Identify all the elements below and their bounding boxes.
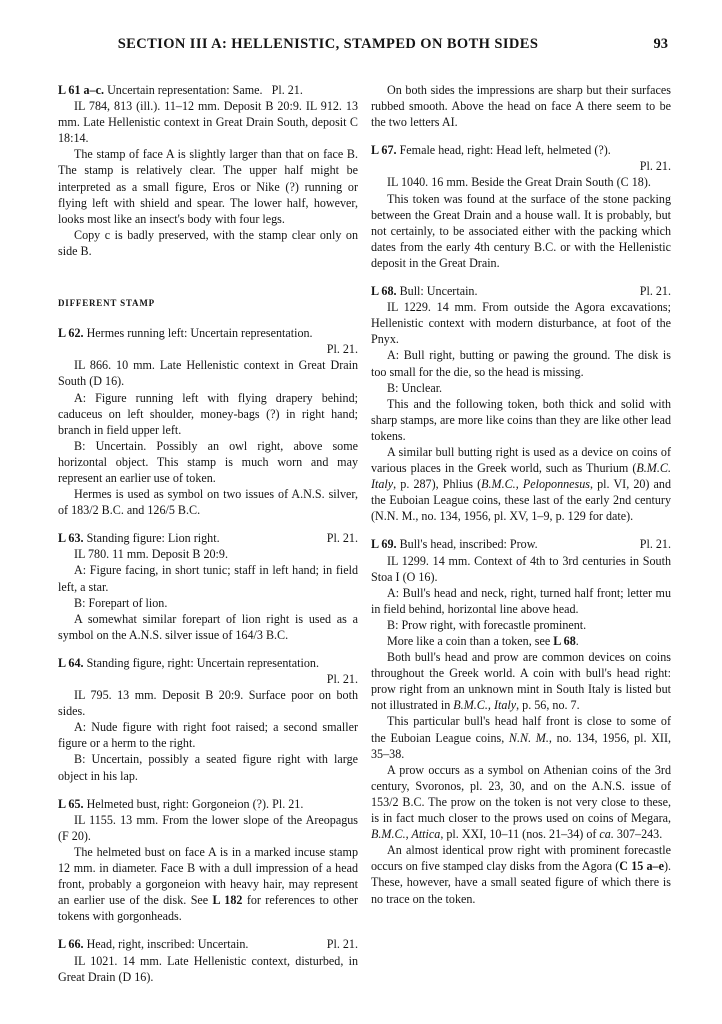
entry-l69 [371,536,671,906]
entry-label: L 61 a–c. [58,83,105,97]
plate-ref: Pl. 21. [639,284,671,299]
entry-info: IL 795. 13 mm. Deposit B 20:9. Surface poor on both sides. [58,688,358,719]
entry-paragraph [371,842,671,906]
entry-heading [371,536,671,552]
side-b-description: B: Forepart of lion. [74,595,168,610]
text-run: The helmeted bust on face A is in a marked incuse stamp 12 mm. in diameter. Face B with a dull impression of a head front, probably a gorgoneion with heavy hair, may represent an earlier use of the disk. See [58,844,358,908]
text-run: , p. 56, no. 7. [516,698,580,713]
entry-info: IL 1040. 16 mm. Beside the Great Drain South (C 18). [387,175,651,190]
citation: N.N. M. [375,509,416,524]
right-column [371,82,671,907]
entry-heading [58,936,358,952]
plate-ref: Pl. 21. [272,796,304,811]
entry-heading [58,325,358,357]
citation: N.N. M. [508,730,549,745]
entry-label: L 62. [58,326,84,341]
cross-reference: C 15 a–e [619,859,664,874]
plate-ref: Pl. 21. [639,537,671,552]
plate-ref: Pl. 21. [326,672,358,686]
entry-paragraph [371,762,671,842]
entry-l63 [58,530,358,643]
running-title: SECTION III A: HELLENISTIC, STAMPED ON BOTH SIDES [117,36,539,52]
entry-title: Bull: Uncertain. [399,284,478,299]
text-run: , pl. XXI, 10–11 (nos. 21–34) of [440,827,600,842]
entry-title: Hermes running left: Uncertain representation. [86,326,313,341]
text-run: An almost identical prow right with prominent forecastle occurs on five stamped clay disks from the Agora ( [371,843,671,874]
citation: B.M.C., Peloponnesus [481,477,591,492]
entry-l61 [58,82,358,259]
side-a-description: A: Bull right, butting or pawing the ground. The disk is too small for the die, so the head is missing. [371,348,671,379]
text-run: A prow occurs as a symbol on Athenian coins of the 3rd century, Svoronos, pl. 23, 30, and on the A.N.S. issue of 153/2 B.C. The prow on the token is not very close to these, is in fact much closer to the prows used on coins of Megara, [371,762,671,826]
citation: B.M.C., Italy [453,698,517,713]
entry-info: IL 1155. 13 mm. From the lower slope of the Areopagus (F 20). [58,812,358,843]
entry-paragraph: The stamp of face A is slightly larger than that on face B. The stamp is relatively clear. The upper half might be interpreted as a small figure, Eros or Nike (?) running or flying left with shield and spear. The lower half, however, looks most like an insect's body with four legs. [58,147,358,226]
entry-paragraph [371,649,671,713]
text-run: A similar bull butting right is used as a device on coins of various places in the Greek world, such as Thurium ( [371,444,671,476]
entry-label: L 65. [58,796,84,811]
entry-info: IL 784, 813 (ill.). 11–12 mm. Deposit B 20:9. IL 912. 13 mm. Late Hellenistic context in Great Drain South, deposit C 18:14. [58,99,358,146]
plate-ref: Pl. 21. [271,83,303,97]
plate-ref: Pl. 21. [326,937,358,952]
entry-info: IL 780. 11 mm. Deposit B 20:9. [74,547,228,562]
entry-title: Uncertain representation: Same. [107,83,263,97]
entry-label: L 69. [371,537,397,552]
entry-l62 [58,325,358,518]
cross-reference: L 68 [553,634,576,648]
side-a-description: A: Figure running left with flying drapery behind; caduceus on left shoulder, money-bags (?) in right hand; branch in field upper left. [58,390,358,437]
text-run: Both bull's head and prow are common devices on coins throughout the Greek world. A coin with bull's head right: prow right from an unknown mint in South Italy is listed but not illustrated in [371,650,671,713]
entry-label: L 64. [58,655,84,670]
entry-paragraph [371,633,671,649]
entry-l65 [58,796,358,925]
side-b-description: B: Uncertain. Possibly an owl right, above some horizontal object. This stamp is much worn and may represent an earlier use of token. [58,438,358,485]
entry-paragraph: On both sides the impressions are sharp but their surfaces rubbed smooth. Above the head on face A there seem to be the two letters AI. [371,83,671,130]
side-a-description: A: Nude figure with right foot raised; a second smaller figure or a herm to the right. [58,720,358,751]
cross-reference: L 182 [212,893,243,908]
entry-l67 [371,142,671,271]
text-run: , no. 134, 1956, pl. XII, 35–38. [371,730,671,761]
citation: ca. [599,827,614,842]
entry-heading [58,796,358,812]
plate-ref: Pl. 21. [639,159,671,174]
entry-title: Standing figure: Lion right. [86,531,220,546]
text-run: , p. 287), Phlius ( [393,477,482,492]
entry-label: L 68. [371,284,397,299]
entry-info: IL 1299. 14 mm. Context of 4th to 3rd centuries in South Stoa I (O 16). [371,553,671,584]
text-run: 307–243. [613,827,663,842]
entry-label: L 63. [58,531,84,546]
entry-heading [58,655,358,687]
entry-title: Helmeted bust, right: Gorgoneion (?). [86,796,270,811]
side-b-description: B: Prow right, with forecastle prominent. [387,617,587,632]
entry-heading [371,142,671,174]
entry-paragraph: This and the following token, both thick and solid with sharp stamps, are more like coins than they are like other lead tokens. [371,396,671,443]
page-number: 93 [653,36,668,52]
side-a-description: A: Bull's head and neck, right, turned half front; letter mu in field behind, horizontal line above head. [371,585,671,616]
text-run: . [575,634,579,648]
text-run: for references to other tokens with gorgonheads. [58,893,358,924]
text-run: , no. 134, 1956, pl. XV, 1–9, p. 129 for date). [415,509,634,524]
text-run: This particular bull's head half front is close to some of the Euboian League coins, [371,714,671,745]
entry-heading [371,283,671,299]
text-run: ). These, however, have a small seated figure of which there is no trace on the token. [371,859,671,906]
text-run: , pl. VI, 20) and the Euboian League coins, these last of the early 2nd century ( [371,477,671,524]
entry-l64 [58,655,358,784]
entry-l66 [58,936,358,984]
text-run: More like a coin than a token, see [387,634,554,648]
citation: B.M.C., Attica [371,827,441,842]
plate-ref: Pl. 21. [326,342,358,357]
entry-info: IL 866. 10 mm. Late Hellenistic context in Great Drain South (D 16). [58,358,358,389]
side-b-description: B: Uncertain, possibly a seated figure right with large object in his lap. [58,752,358,783]
citation: B.M.C. Italy [371,461,671,492]
entry-label: L 66. [58,937,84,952]
entry-info: IL 1021. 14 mm. Late Hellenistic context, disturbed, in Great Drain (D 16). [58,953,358,984]
entry-paragraph: Copy c is badly preserved, with the stamp clear only on side B. [58,227,358,258]
entry-heading [58,530,358,546]
entry-title: Female head, right: Head left, helmeted (?). [399,143,611,158]
entry-l68 [371,283,671,524]
entry-title: Head, right, inscribed: Uncertain. [86,937,249,952]
side-a-description: A: Figure facing, in short tunic; staff in left hand; in field left, a star. [58,563,358,594]
entry-paragraph: This token was found at the surface of the stone packing between the Great Drain and a house wall. It is probably, but not certainly, to be associated either with the packing which dates from the early 4th century B.C. or with the Hellenistic deposit in the Great Drain. [371,191,671,270]
entry-paragraph [371,713,671,761]
entry-label: L 67. [371,143,397,158]
entry-paragraph [371,444,671,524]
entry-info: IL 1229. 14 mm. From outside the Agora excavations; Hellenistic context with modern disturbance, at foot of the Pnyx. [371,300,671,347]
entry-heading [58,82,358,98]
entry-title: Bull's head, inscribed: Prow. [399,537,538,552]
page-header [58,36,668,58]
section-subheading: DIFFERENT STAMP [58,298,155,309]
left-column [58,82,358,985]
plate-ref: Pl. 21. [326,531,358,546]
entry-title: Standing figure, right: Uncertain representation. [86,655,319,670]
side-b-description: B: Unclear. [387,380,443,395]
entry-paragraph [58,844,358,924]
entry-paragraph: A somewhat similar forepart of lion right is used as a symbol on the A.N.S. silver issue of 164/3 B.C. [58,611,358,642]
entry-paragraph: Hermes is used as symbol on two issues of A.N.S. silver, of 183/2 B.C. and 126/5 B.C. [58,487,358,518]
